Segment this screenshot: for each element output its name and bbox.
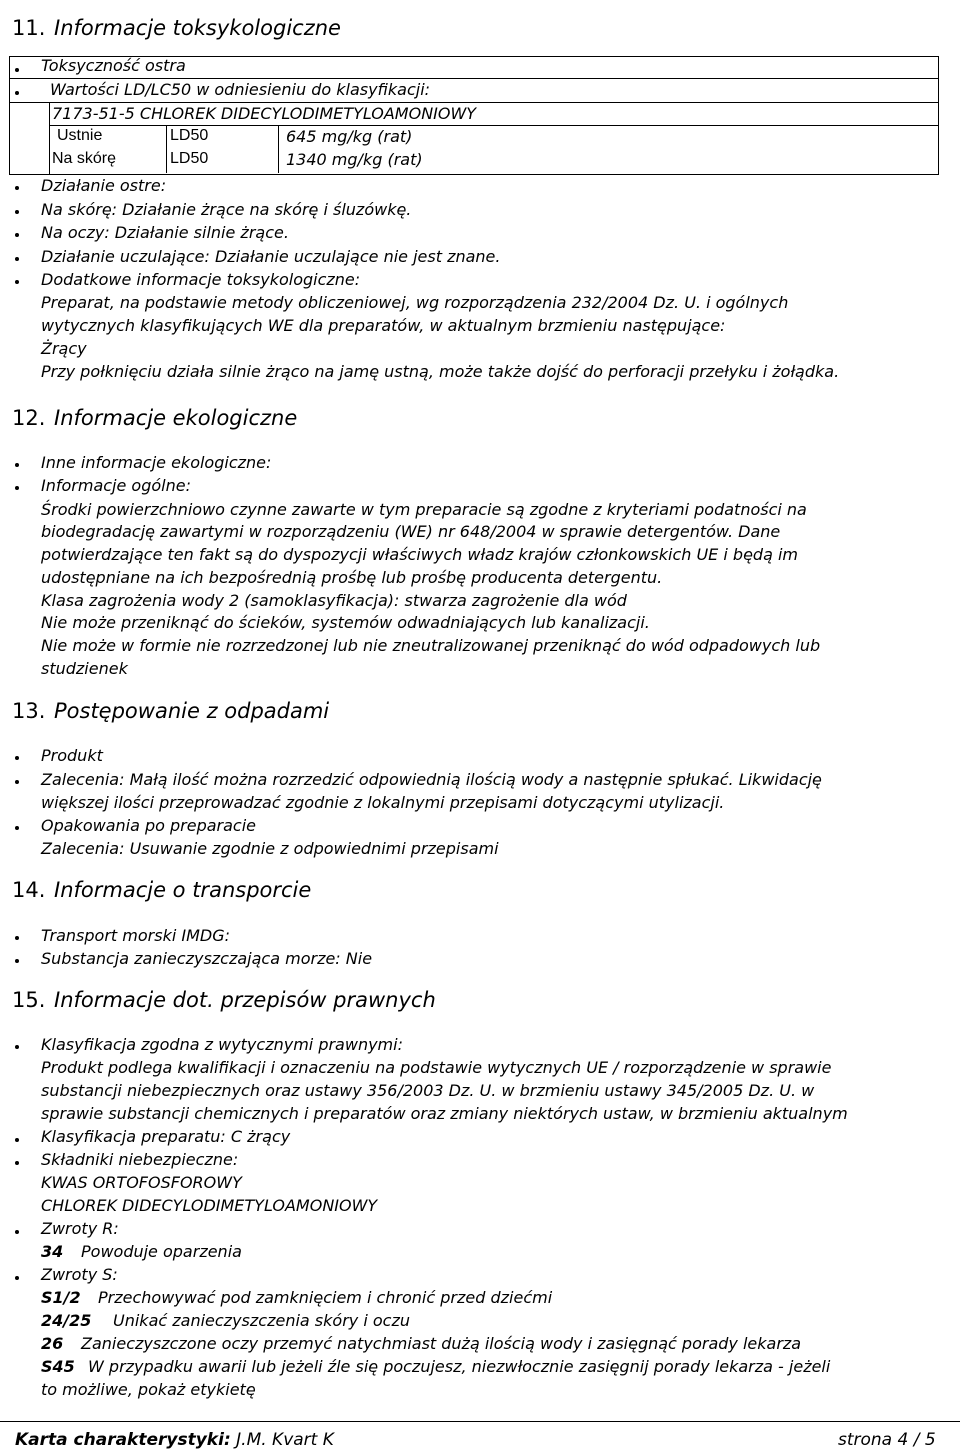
recommendations-text: Usuwanie zgodnie z odpowiednimi przepisami: [124, 839, 499, 858]
table-divider: [49, 125, 939, 126]
table-cell-route: Ustnie: [57, 127, 103, 144]
paragraph-line: studzienek: [41, 659, 128, 678]
sensitizing-effect: [41, 247, 500, 267]
section-14-number: 14.: [12, 878, 46, 902]
preparation-classification-value: C żrący: [225, 1127, 291, 1146]
acute-effects-label: Działanie ostre:: [41, 176, 167, 195]
paragraph-line: Nie może przeniknąć do ścieków, systemów odwadniających lub kanalizacji.: [41, 613, 650, 632]
r-phrase-item: [41, 1242, 242, 1262]
skin-label: Na skórę:: [41, 200, 118, 219]
section-11-title: Informacje toksykologiczne: [54, 16, 341, 40]
packaging-label: Opakowania po preparacie: [41, 816, 257, 835]
s-phrase-item: [41, 1288, 552, 1308]
table-cell-type: LD50: [170, 127, 209, 144]
marine-pollutant-label: Substancja zanieczyszczająca morze:: [41, 949, 341, 968]
footer-product: J.M. Kvart K: [230, 1430, 334, 1450]
paragraph-line: Nie może w formie nie rozrzedzonej lub nie zneutralizowanej przeniknąć do wód odpadowych lub: [41, 636, 821, 655]
packaging-recommendations: [41, 839, 499, 859]
bullet-icon: [15, 756, 19, 760]
marine-pollutant-value: Nie: [340, 949, 373, 968]
phrase-text: W przypadku awarii lub jeżeli źle się poczujesz, niezwłocznie zasięgnij porady lekarza - jeżeli: [88, 1357, 831, 1376]
paragraph-line: udostępniane na ich bezpośrednią prośbę lub prośbę producenta detergentu.: [41, 568, 663, 587]
paragraph-line: Klasa zagrożenia wody 2 (samoklasyfikacja): stwarza zagrożenie dla wód: [41, 591, 627, 610]
hazardous-ingredients-label: Składniki niebezpieczne:: [41, 1150, 239, 1169]
table-cell-type: LD50: [170, 150, 209, 167]
footer-label: Karta charakterystyki:: [15, 1430, 231, 1450]
paragraph-line: to możliwe, pokaż etykietę: [41, 1380, 256, 1399]
imdg-label: Transport morski IMDG:: [41, 926, 230, 945]
recommendations-label: Zalecenia:: [41, 839, 125, 858]
legal-classification-label: Klasyfikacja zgodna z wytycznymi prawnymi:: [41, 1035, 403, 1054]
eye-effect: [41, 223, 289, 243]
bullet-icon: [15, 780, 19, 784]
marine-pollutant: [41, 949, 372, 969]
section-11-heading: [12, 16, 341, 40]
product-label: Produkt: [41, 746, 103, 765]
bullet-icon: [15, 826, 19, 830]
footer-doc: [15, 1430, 334, 1450]
section-14-heading: [12, 878, 311, 902]
sensitizing-label: Działanie uczulające:: [41, 247, 210, 266]
paragraph-line: sprawie substancji chemicznych i preparatów oraz zmiany niektórych ustaw, w brzmieniu aktualnym: [41, 1104, 848, 1123]
footer-rule: [0, 1421, 960, 1422]
preparation-classification-label: Klasyfikacja preparatu:: [41, 1127, 226, 1146]
section-15-number: 15.: [12, 988, 46, 1012]
bullet-icon: [15, 210, 19, 214]
general-info-label: Informacje ogólne:: [41, 476, 191, 495]
additional-tox-label: Dodatkowe informacje toksykologiczne:: [41, 270, 361, 289]
s-phrase-item: [41, 1334, 801, 1354]
skin-text: Działanie żrące na skórę i śluzówkę.: [117, 200, 412, 219]
acute-toxicity-label: Toksyczność ostra: [41, 56, 186, 75]
phrase-code: S1/2: [41, 1288, 81, 1307]
s-phrase-item: [41, 1311, 410, 1331]
s-phrase-item: [41, 1357, 830, 1377]
phrase-text: Przechowywać pod zamknięciem i chronić przed dziećmi: [98, 1288, 553, 1307]
section-13-number: 13.: [12, 699, 46, 723]
section-14-title: Informacje o transporcie: [54, 878, 312, 902]
bullet-icon: [15, 486, 19, 490]
paragraph-line: Żrący: [41, 339, 87, 358]
section-11-number: 11.: [12, 16, 46, 40]
bullet-icon: [15, 1161, 19, 1165]
phrase-text: Zanieczyszczone oczy przemyć natychmiast dużą ilością wody i zasięgnąć porady lekarza: [81, 1334, 802, 1353]
r-phrases-label: Zwroty R:: [41, 1219, 119, 1238]
paragraph-line: Środki powierzchniowo czynne zawarte w tym preparacie są zgodne z kryteriami podatności na: [41, 500, 807, 519]
bullet-icon: [15, 186, 19, 190]
section-15-heading: [12, 988, 436, 1012]
table-divider: [278, 125, 279, 173]
section-15-title: Informacje dot. przepisów prawnych: [54, 988, 436, 1012]
phrase-text: Unikać zanieczyszczenia skóry i oczu: [113, 1311, 410, 1330]
bullet-icon: [15, 257, 19, 261]
bullet-icon: [15, 1276, 19, 1280]
bullet-icon: [15, 1138, 19, 1142]
section-12-title: Informacje ekologiczne: [54, 406, 298, 430]
section-13-heading: [12, 699, 329, 723]
bullet-icon: [15, 68, 19, 72]
phrase-code: 24/25: [41, 1311, 92, 1330]
bullet-icon: [15, 91, 19, 95]
phrase-code: 26: [41, 1334, 64, 1353]
sensitizing-text: Działanie uczulające nie jest znane.: [209, 247, 501, 266]
paragraph-line: biodegradację zawartymi w rozporządzeniu (WE) nr 648/2004 w sprawie detergentów. Dane: [41, 522, 781, 541]
bullet-icon: [15, 1230, 19, 1234]
paragraph-line: potwierdzające ten fakt są do dyspozycji właściwych władz krajów członkowskich UE i będą im: [41, 545, 798, 564]
substance-name: 7173-51-5 CHLOREK DIDECYLODIMETYLOAMONIOWY: [52, 104, 477, 123]
eye-text: Działanie silnie żrące.: [109, 223, 289, 242]
phrase-code: 34: [41, 1242, 64, 1261]
paragraph-line: substancji niebezpiecznych oraz ustawy 356/2003 Dz. U. w brzmieniu ustawy 345/2005 Dz. U. w: [41, 1081, 815, 1100]
skin-effect: [41, 200, 411, 220]
paragraph-line: Preparat, na podstawie metody obliczeniowej, wg rozporządzenia 232/2004 Dz. U. i ogólnych: [41, 293, 789, 312]
preparation-classification: [41, 1127, 290, 1147]
section-12-heading: [12, 406, 297, 430]
paragraph-line: wytycznych klasyfikujących WE dla preparatów, w aktualnym brzmieniu następujące:: [41, 316, 726, 335]
ingredient-item: CHLOREK DIDECYLODIMETYLOAMONIOWY: [41, 1196, 378, 1215]
recommendations: [41, 770, 822, 790]
bullet-icon: [15, 1045, 19, 1049]
other-eco-label: Inne informacje ekologiczne:: [41, 453, 272, 472]
phrase-code: S45: [41, 1357, 75, 1376]
table-cell-value: 645 mg/kg (rat): [286, 127, 413, 146]
table-divider: [166, 125, 167, 173]
ingredient-item: KWAS ORTOFOSFOROWY: [41, 1173, 242, 1192]
paragraph-line: Przy połknięciu działa silnie żrąco na jamę ustną, może także dojść do perforacji przełyku i żołądka.: [41, 362, 840, 381]
paragraph-line: Produkt podlega kwalifikacji i oznaczeniu na podstawie wytycznych UE / rozporządzenie w sprawie: [41, 1058, 832, 1077]
bullet-icon: [15, 936, 19, 940]
section-12-number: 12.: [12, 406, 46, 430]
section-13-title: Postępowanie z odpadami: [54, 699, 330, 723]
bullet-icon: [15, 233, 19, 237]
eye-label: Na oczy:: [41, 223, 110, 242]
bullet-icon: [15, 280, 19, 284]
table-divider: [9, 78, 939, 79]
bullet-icon: [15, 959, 19, 963]
table-divider: [9, 102, 939, 103]
recommendations-label: Zalecenia:: [41, 770, 125, 789]
ld-lc50-label: Wartości LD/LC50 w odniesieniu do klasyfikacji:: [50, 80, 431, 99]
bullet-icon: [15, 463, 19, 467]
s-phrases-label: Zwroty S:: [41, 1265, 118, 1284]
recommendations-text: Małą ilość można rozrzedzić odpowiednią ilością wody a następnie spłukać. Likwidację: [124, 770, 822, 789]
paragraph-line: większej ilości przeprowadzać zgodnie z lokalnymi przepisami dotyczącymi utylizacji.: [41, 793, 725, 812]
table-cell-route: Na skórę: [52, 150, 117, 167]
table-cell-value: 1340 mg/kg (rat): [286, 150, 423, 169]
table-divider: [49, 102, 50, 174]
page-number: strona 4 / 5: [838, 1430, 936, 1450]
phrase-text: Powoduje oparzenia: [81, 1242, 242, 1261]
